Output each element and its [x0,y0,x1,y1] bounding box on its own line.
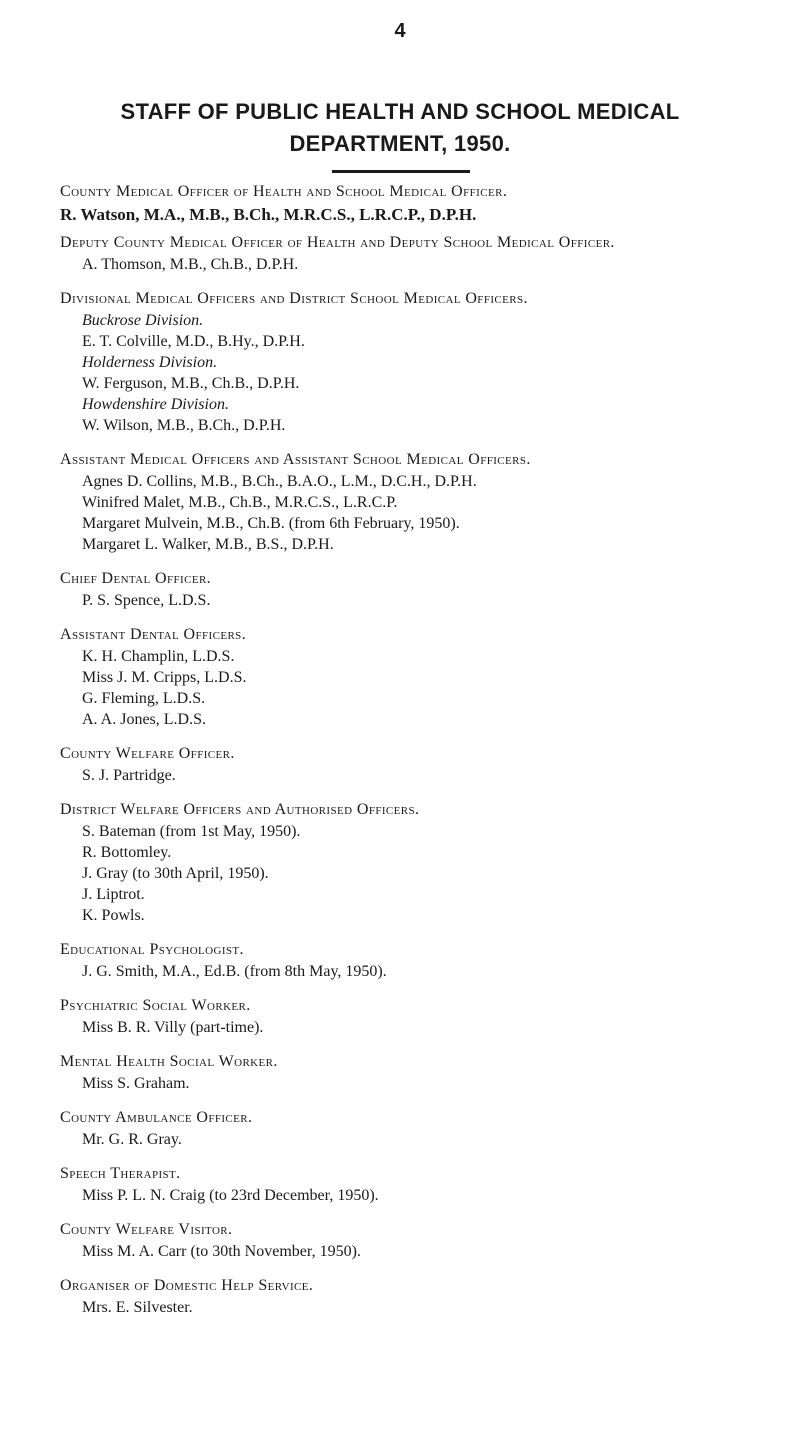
section-domestic-help-organiser [60,1275,760,1318]
title-line-1: STAFF OF PUBLIC HEALTH AND SCHOOL MEDICAL [120,99,680,124]
section-heading: County Welfare Visitor. [60,1221,233,1238]
division-name: Howdenshire Division. [82,396,229,413]
section-county-welfare-visitor [60,1219,760,1262]
staff-entry: P. S. Spence, L.D.S. [82,592,211,609]
staff-entry: Miss P. L. N. Craig (to 23rd December, 1950). [82,1187,379,1204]
staff-entry: S. Bateman (from 1st May, 1950). [82,823,301,840]
section-assistant-medical-officers [60,449,760,555]
staff-entry: K. H. Champlin, L.D.S. [82,648,235,665]
division-name: Holderness Division. [82,354,218,371]
section-heading: Psychiatric Social Worker. [60,997,251,1014]
staff-entry: Margaret Mulvein, M.B., Ch.B. (from 6th February, 1950). [82,515,460,532]
staff-entry: J. G. Smith, M.A., Ed.B. (from 8th May, 1950). [82,963,387,980]
section-heading: Chief Dental Officer. [60,570,212,587]
section-heading: County Welfare Officer. [60,745,235,762]
section-divisional-medical-officers [60,288,760,436]
staff-entry: E. T. Colville, M.D., B.Hy., D.P.H. [82,333,305,350]
section-assistant-dental-officers [60,624,760,730]
staff-entry: A. Thomson, M.B., Ch.B., D.P.H. [82,256,299,273]
section-county-ambulance-officer [60,1107,760,1150]
staff-entry: Miss M. A. Carr (to 30th November, 1950). [82,1243,361,1260]
staff-entry: S. J. Partridge. [82,767,176,784]
staff-entry: R. Bottomley. [82,844,172,861]
section-heading: Assistant Medical Officers and Assistant School Medical Officers. [60,451,531,468]
section-county-welfare-officer [60,743,760,786]
staff-entry: Winifred Malet, M.B., Ch.B., M.R.C.S., L.R.C.P. [82,494,398,511]
section-psychiatric-social-worker [60,995,760,1038]
staff-list [60,181,760,1331]
staff-entry: A. A. Jones, L.D.S. [82,711,207,728]
staff-entry: Miss J. M. Cripps, L.D.S. [82,669,247,686]
staff-entry: W. Ferguson, M.B., Ch.B., D.P.H. [82,375,300,392]
staff-entry: J. Liptrot. [82,886,145,903]
staff-entry: Agnes D. Collins, M.B., B.Ch., B.A.O., L.M., D.C.H., D.P.H. [82,473,477,490]
staff-entry: G. Fleming, L.D.S. [82,690,206,707]
staff-entry: W. Wilson, M.B., B.Ch., D.P.H. [82,417,286,434]
section-heading: Organiser of Domestic Help Service. [60,1277,314,1294]
staff-entry: Miss S. Graham. [82,1075,190,1092]
section-heading: County Medical Officer of Health and School Medical Officer. [60,183,508,200]
section-heading: Assistant Dental Officers. [60,626,247,643]
section-mental-health-social-worker [60,1051,760,1094]
section-heading: Deputy County Medical Officer of Health and Deputy School Medical Officer. [60,234,615,251]
staff-entry: K. Powls. [82,907,145,924]
section-speech-therapist [60,1163,760,1206]
division-name: Buckrose Division. [82,312,204,329]
section-heading: District Welfare Officers and Authorised Officers. [60,801,420,818]
section-educational-psychologist [60,939,760,982]
staff-entry: Margaret L. Walker, M.B., B.S., D.P.H. [82,536,334,553]
page-number: 4 [394,20,406,42]
page-title [60,96,740,160]
section-county-medical-officer [60,181,760,227]
staff-entry: Mr. G. R. Gray. [82,1131,182,1148]
staff-entry: Mrs. E. Silvester. [82,1299,193,1316]
section-heading: Divisional Medical Officers and District School Medical Officers. [60,290,528,307]
section-heading: Educational Psychologist. [60,941,244,958]
staff-entry: R. Watson, M.A., M.B., B.Ch., M.R.C.S., L.R.C.P., D.P.H. [60,205,477,224]
section-deputy-medical-officer [60,232,760,275]
section-heading: Speech Therapist. [60,1165,181,1182]
title-divider [332,170,470,173]
section-district-welfare-officers [60,799,760,926]
section-heading: County Ambulance Officer. [60,1109,253,1126]
staff-entry: J. Gray (to 30th April, 1950). [82,865,269,882]
title-line-2: DEPARTMENT, 1950. [289,131,511,156]
section-chief-dental-officer [60,568,760,611]
staff-entry: Miss B. R. Villy (part-time). [82,1019,264,1036]
section-heading: Mental Health Social Worker. [60,1053,278,1070]
